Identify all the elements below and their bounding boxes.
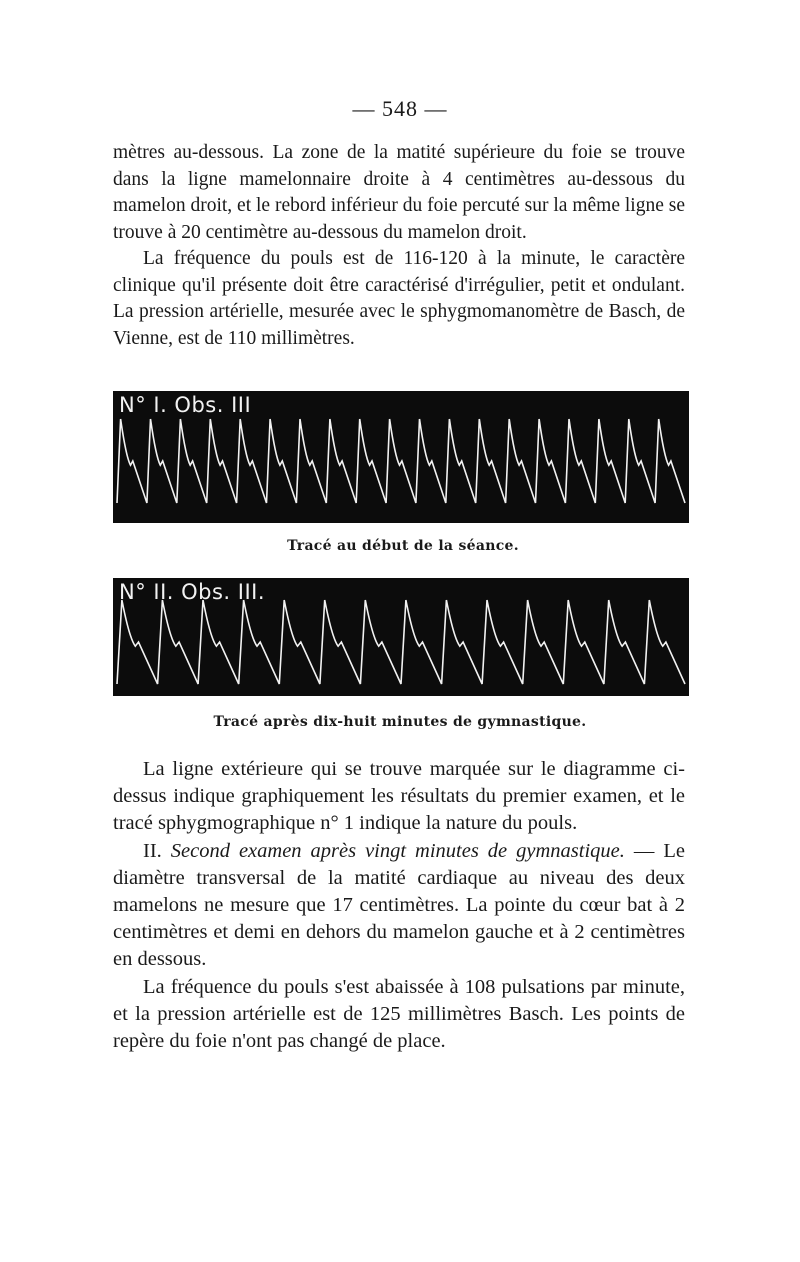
figure-caption: Tracé au début de la séance.	[287, 538, 519, 554]
section-heading: Second examen après vingt minutes de gymnastique.	[170, 839, 625, 862]
sphygmograph-tracing-2	[113, 578, 689, 696]
text-block-top	[113, 140, 685, 352]
tracing-label: N° I. Obs. III	[119, 393, 252, 417]
text-block-bottom	[113, 756, 685, 1055]
sphygmograph-tracing-1	[113, 391, 689, 523]
paragraph	[113, 838, 685, 974]
paragraph: La fréquence du pouls s'est abaissée à 108 pulsations par minute, et la pression artérielle est de 125 millimètres Basch. Les points de repère du foie n'ont pas changé de place.	[113, 975, 685, 1053]
tracing-label: N° II. Obs. III.	[119, 580, 266, 604]
pulse-line	[117, 419, 685, 503]
section-number: II.	[143, 839, 171, 862]
paragraph: mètres au-dessous. La zone de la matité supérieure du foie se trouve dans la ligne mamelonnaire droite à 4 centimètres au-dessous du mamelon droit, et le rebord inférieur du foie percuté sur la même ligne se trouve à 20 centimètre au-dessous du mamelon droit.	[113, 142, 685, 243]
pulse-line	[117, 600, 685, 684]
figure-caption: Tracé après dix-huit minutes de gymnastique.	[213, 714, 587, 730]
paragraph: La fréquence du pouls est de 116-120 à la minute, le caractère clinique qu'il présente doit être caractérisé d'irrégulier, petit et ondulant. La pression artérielle, mesurée avec le sphygmomanomètre de Basch, de Vienne, est de 110 millimètres.	[113, 248, 685, 349]
paragraph: La ligne extérieure qui se trouve marquée sur le diagramme ci-dessus indique graphiquement les résultats du premier examen, et le tracé sphygmographique n° 1 indique la nature du pouls.	[113, 758, 685, 835]
paragraph-text: — Le diamètre transversal de la matité cardiaque au niveau des deux mamelons ne mesure que 17 centimètres. La pointe du cœur bat à 2 centimètres et demi en dehors du mamelon gauche et à 2 centimètres en dessous.	[113, 839, 685, 971]
page-number: — 548 —	[352, 96, 448, 121]
